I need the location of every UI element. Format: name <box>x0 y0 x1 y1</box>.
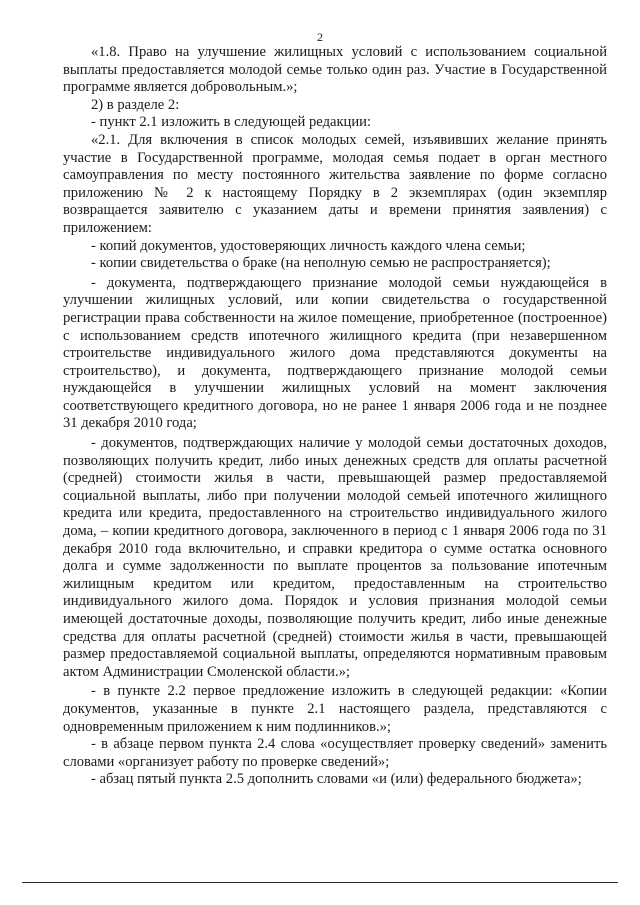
list-item-income-docs: - документов, подтверждающих наличие у молодой семьи достаточных доходов, позволяющих получить кредит, либо иных денежных средств для оплаты расчетной (средней) стоимости жилья в части, превышающей размер предоставляемой социальной выплаты, либо при получении молодой семьей ипотечного жилищного кредита или кредита, предоставленного на строительство индивидуального жилого дома, – копии кредитного договора, заключенного в период с 1 января 2006 года по 31 декабря 2010 года включительно, и справки кредитора о сумме остатка основного долга и сумме задолженности по выплате процентов за пользование ипотечным жилищным кредитом или кредитом, предоставленным на строительство индивидуального жилого дома. Порядок и условия признания молодой семьи имеющей достаточные доходы, позволяющие получить кредит, либо иные денежные средства для оплаты расчетной (средней) стоимости жилья в части, превышающей размер предоставляемой социальной выплаты, определяются нормативным правовым актом Администрации Смоленской области.»; <box>63 435 607 680</box>
list-item-housing-need-doc: - документа, подтверждающего признание молодой семьи нуждающейся в улучшении жилищных условий, или копии свидетельства о государственной регистрации права собственности на жилое помещение, приобретенное (построенное) с использованием средств ипотечного жилищного кредита (при незавершенном строительстве индивидуального жилого дома представляются документы на строительство), и документа, подтверждающего признание молодой семьи нуждающейся в улучшении жилищных условий на момент заключения соответствующего кредитного договора, но не ранее 1 января 2006 года и не позднее 31 декабря 2010 года; <box>63 274 607 432</box>
document-body <box>63 44 607 789</box>
paragraph-1-8: «1.8. Право на улучшение жилищных условий с использованием социальной выплаты предоставляется молодой семье только один раз. Участие в Государственной программе является добровольным.»; <box>63 44 607 96</box>
page-number: 2 <box>317 30 323 44</box>
list-item-marriage-cert: - копии свидетельства о браке (на неполную семью не распространяется); <box>91 255 551 272</box>
bottom-divider <box>22 882 618 883</box>
paragraph-point-2-2: - в пункте 2.2 первое предложение изложить в следующей редакции: «Копии документов, указанные в пункте 2.1 настоящего раздела, представляются с одновременным приложением к ним подлинников.»; <box>63 683 607 735</box>
paragraph-section-2: 2) в разделе 2: <box>91 96 180 113</box>
paragraph-2-1-text: «2.1. Для включения в список молодых семей, изъявивших желание принять участие в Государственной программе, молодая семья подает в орган местного самоуправления по месту постоянного жительства заявление по форме согласно приложению № 2 к настоящему Порядку в 2 экземплярах (один экземпляр возвращается заявителю с указанием даты и времени принятия заявления) с приложением: <box>63 131 607 236</box>
list-item-identity-docs: - копий документов, удостоверяющих личность каждого члена семьи; <box>91 237 526 254</box>
paragraph-point-2-5: - абзац пятый пункта 2.5 дополнить словами «и (или) федерального бюджета»; <box>91 771 582 788</box>
paragraph-point-2-1-intro: - пункт 2.1 изложить в следующей редакции: <box>91 114 372 131</box>
paragraph-point-2-4: - в абзаце первом пункта 2.4 слова «осуществляет проверку сведений» заменить словами «организует работу по проверке сведений»; <box>63 736 607 770</box>
